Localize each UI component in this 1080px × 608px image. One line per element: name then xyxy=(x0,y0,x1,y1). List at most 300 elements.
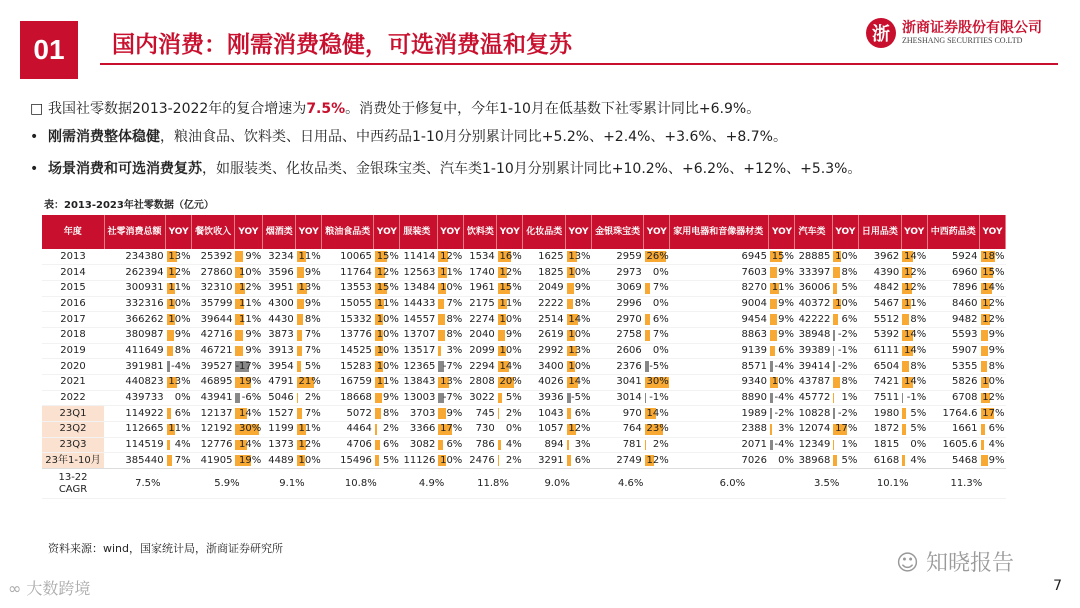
yoy-bar xyxy=(645,314,650,325)
yoy-bar xyxy=(235,330,242,341)
yoy-cell xyxy=(296,422,322,438)
value-cell: 8571 xyxy=(741,360,767,372)
yoy-cell xyxy=(497,343,523,359)
year-cell: 2019 xyxy=(60,344,86,356)
yoy-bar xyxy=(770,424,772,435)
yoy-value: 13% xyxy=(568,250,591,262)
yoy-cell xyxy=(166,280,192,296)
yoy-cell xyxy=(166,343,192,359)
table-row xyxy=(42,406,1006,422)
value-cell: 1740 xyxy=(469,266,495,278)
value-cell: 1605.6 xyxy=(942,439,978,451)
yoy-cell xyxy=(234,249,262,265)
column-header: 家用电器和音像器材类 xyxy=(670,215,769,249)
yoy-value: 19% xyxy=(239,376,262,388)
yoy-bar xyxy=(981,440,984,451)
value-cell: 3703 xyxy=(409,407,436,419)
year-cell: 23Q1 xyxy=(42,406,104,422)
yoy-value: 5% xyxy=(841,454,858,466)
yoy-cell xyxy=(437,422,463,438)
yoy-cell xyxy=(234,359,262,375)
yoy-cell xyxy=(644,343,670,359)
value-cell: 28885 xyxy=(798,250,831,262)
yoy-cell xyxy=(234,406,262,422)
yoy-cell xyxy=(437,343,463,359)
year-cell: 2016 xyxy=(60,297,86,309)
value-cell: 12349 xyxy=(798,439,831,451)
yoy-cell xyxy=(769,265,795,281)
yoy-bar xyxy=(833,408,835,419)
yoy-cell xyxy=(497,312,523,328)
yoy-cell xyxy=(374,280,400,296)
yoy-bar xyxy=(297,393,299,404)
yoy-cell xyxy=(296,406,322,422)
value-cell: 14433 xyxy=(403,297,436,309)
yoy-value: 6% xyxy=(841,313,858,325)
value-cell: 14525 xyxy=(340,344,372,356)
value-cell: 16759 xyxy=(340,376,372,388)
yoy-value: 14% xyxy=(903,376,927,388)
yoy-cell xyxy=(296,359,322,375)
yoy-cell xyxy=(437,249,463,265)
yoy-value: 9% xyxy=(778,329,794,341)
yoy-value: -2% xyxy=(837,360,858,372)
value-cell: 15055 xyxy=(340,297,372,309)
value-cell: 764 xyxy=(622,423,642,435)
yoy-cell xyxy=(566,359,592,375)
yoy-cell xyxy=(901,390,927,406)
value-cell: 39389 xyxy=(798,344,831,356)
value-cell: 2294 xyxy=(469,360,495,372)
value-cell: 12192 xyxy=(200,423,233,435)
yoy-value: 14% xyxy=(568,313,591,325)
value-cell: 7421 xyxy=(873,376,900,388)
value-cell: 1764.6 xyxy=(942,407,978,419)
yoy-value: 14% xyxy=(239,439,262,451)
yoy-value: 11% xyxy=(499,297,522,309)
value-cell: 4300 xyxy=(268,297,294,309)
yoy-value: 10% xyxy=(168,313,191,325)
yoy-value: 7% xyxy=(446,297,463,309)
section-number: 01 xyxy=(20,21,78,79)
yoy-value: 12% xyxy=(440,250,463,262)
title-divider xyxy=(100,63,1058,65)
bullet-1 xyxy=(30,98,760,118)
value-cell: 45772 xyxy=(798,392,831,404)
value-cell: 1961 xyxy=(469,282,495,294)
yoy-bar xyxy=(297,346,303,357)
value-cell: 3082 xyxy=(409,439,436,451)
yoy-cell xyxy=(166,327,192,343)
column-header: 饮料类 xyxy=(463,215,496,249)
value-cell: 3962 xyxy=(873,250,900,262)
cagr-cell: 10.1% xyxy=(858,469,927,499)
yoy-cell xyxy=(374,390,400,406)
year-cell: 2017 xyxy=(60,313,86,325)
yoy-cell xyxy=(832,406,858,422)
value-cell: 12365 xyxy=(403,360,436,372)
value-cell: 1057 xyxy=(538,423,564,435)
yoy-value: 23% xyxy=(646,423,669,435)
yoy-value: -4% xyxy=(171,360,191,372)
bullet-marker: • xyxy=(30,161,39,177)
yoy-cell xyxy=(234,280,262,296)
yoy-cell xyxy=(374,359,400,375)
value-cell: 5468 xyxy=(952,454,978,466)
value-cell: 2514 xyxy=(538,313,564,325)
column-header: 烟酒类 xyxy=(262,215,295,249)
yoy-cell xyxy=(566,265,592,281)
page-number: 7 xyxy=(1053,578,1062,594)
yoy-bar xyxy=(235,251,242,262)
yoy-cell xyxy=(769,422,795,438)
value-cell: 46895 xyxy=(200,376,233,388)
yoy-cell xyxy=(832,327,858,343)
yoy-cell xyxy=(980,312,1006,328)
column-header: 中西药品类 xyxy=(927,215,979,249)
value-cell: 42222 xyxy=(798,313,831,325)
table-row xyxy=(42,296,1006,312)
yoy-cell xyxy=(497,453,523,469)
value-cell: 46721 xyxy=(200,344,233,356)
cagr-cell: 11.3% xyxy=(927,469,1005,499)
yoy-value: 5% xyxy=(841,282,858,294)
yoy-cell xyxy=(769,296,795,312)
yoy-value: 14% xyxy=(903,344,927,356)
yoy-value: 8% xyxy=(174,344,191,356)
yoy-cell xyxy=(980,280,1006,296)
yoy-value: 6% xyxy=(574,454,591,466)
yoy-cell xyxy=(296,327,322,343)
value-cell: 27860 xyxy=(200,266,233,278)
value-cell: 3873 xyxy=(268,329,294,341)
yoy-bar xyxy=(981,361,987,372)
yoy-cell xyxy=(566,375,592,391)
value-cell: 32310 xyxy=(200,282,233,294)
yoy-cell xyxy=(374,375,400,391)
yoy-value: 10% xyxy=(440,282,463,294)
table-row xyxy=(42,390,1006,406)
yoy-value: 9% xyxy=(304,266,321,278)
cagr-cell: 4.9% xyxy=(400,469,463,499)
value-cell: 15283 xyxy=(340,360,372,372)
value-cell: 114922 xyxy=(125,407,164,419)
value-cell: 8890 xyxy=(741,392,767,404)
yoy-cell xyxy=(497,406,523,422)
value-cell: 745 xyxy=(475,407,495,419)
yoy-bar xyxy=(833,330,835,341)
yoy-cell xyxy=(644,375,670,391)
value-cell: 3041 xyxy=(616,376,642,388)
yoy-bar xyxy=(902,314,908,325)
yoy-bar xyxy=(567,393,571,404)
yoy-value: 8% xyxy=(304,313,321,325)
yoy-value: -7% xyxy=(442,392,463,404)
yoy-cell xyxy=(374,327,400,343)
value-cell: 6708 xyxy=(952,392,978,404)
yoy-cell xyxy=(769,280,795,296)
yoy-bar xyxy=(567,455,572,466)
yoy-cell xyxy=(980,390,1006,406)
yoy-cell xyxy=(769,390,795,406)
value-cell: 2749 xyxy=(616,454,642,466)
yoy-value: 5% xyxy=(910,423,927,435)
yoy-cell xyxy=(497,296,523,312)
yoy-cell xyxy=(769,327,795,343)
table-row xyxy=(42,265,1006,281)
yoy-value: 9% xyxy=(245,250,262,262)
yoy-cell xyxy=(497,375,523,391)
yoy-bar xyxy=(375,408,381,419)
yoy-value: 9% xyxy=(304,297,321,309)
yoy-value: 14% xyxy=(982,282,1005,294)
yoy-cell xyxy=(769,312,795,328)
yoy-cell xyxy=(166,265,192,281)
logo-name-cn: 浙商证券股份有限公司 xyxy=(902,20,1042,36)
yoy-cell xyxy=(296,390,322,406)
yoy-cell xyxy=(497,437,523,453)
yoy-bar xyxy=(645,393,646,404)
yoy-cell xyxy=(901,312,927,328)
yoy-cell xyxy=(980,265,1006,281)
yoy-cell xyxy=(769,437,795,453)
yoy-value: -6% xyxy=(241,392,262,404)
yoy-value: 8% xyxy=(574,297,591,309)
yoy-value: 5% xyxy=(383,454,399,466)
value-cell: 2606 xyxy=(616,344,642,356)
yoy-value: 30% xyxy=(646,376,669,388)
yoy-value: 17% xyxy=(982,407,1005,419)
value-cell: 15332 xyxy=(340,313,372,325)
yoy-value: 10% xyxy=(168,297,191,309)
column-header: YOY xyxy=(980,215,1006,249)
bullet-highlight: 7.5% xyxy=(306,101,346,117)
table-row xyxy=(42,422,1006,438)
yoy-cell xyxy=(566,422,592,438)
value-cell: 13776 xyxy=(340,329,372,341)
value-cell: 8863 xyxy=(741,329,767,341)
value-cell: 2175 xyxy=(469,297,495,309)
yoy-value: 2% xyxy=(652,439,669,451)
year-cell: 2021 xyxy=(60,376,86,388)
yoy-cell xyxy=(234,375,262,391)
yoy-cell xyxy=(644,390,670,406)
yoy-cell xyxy=(374,249,400,265)
yoy-bar xyxy=(770,267,777,278)
yoy-bar xyxy=(902,424,906,435)
yoy-value: 0% xyxy=(652,297,669,309)
yoy-value: 7% xyxy=(174,454,191,466)
value-cell: 1989 xyxy=(741,407,767,419)
table-row xyxy=(42,437,1006,453)
yoy-value: -17% xyxy=(235,360,262,372)
yoy-cell xyxy=(166,375,192,391)
yoy-cell xyxy=(566,280,592,296)
yoy-cell xyxy=(296,265,322,281)
value-cell: 391981 xyxy=(125,360,164,372)
value-cell: 12563 xyxy=(403,266,436,278)
yoy-cell xyxy=(296,375,322,391)
value-cell: 8270 xyxy=(741,282,767,294)
yoy-bar xyxy=(770,346,775,357)
yoy-value: 14% xyxy=(568,376,591,388)
yoy-cell xyxy=(769,359,795,375)
value-cell: 13553 xyxy=(340,282,372,294)
yoy-value: 10% xyxy=(568,329,591,341)
bullet-text: ，粮油食品、饮料类、日用品、中西药品1-10月分别累计同比+5.2%、+2.4%、+3.6%、+8.7%。 xyxy=(160,129,787,145)
yoy-value: 7% xyxy=(304,344,321,356)
value-cell: 2619 xyxy=(538,329,564,341)
table-caption: 表：2013-2023年社零数据（亿元） xyxy=(44,200,214,211)
value-cell: 9139 xyxy=(741,344,767,356)
table-row xyxy=(42,359,1006,375)
yoy-cell xyxy=(980,406,1006,422)
yoy-value: 0% xyxy=(910,439,927,451)
yoy-cell xyxy=(644,280,670,296)
page-title: 国内消费：刚需消费稳健，可选消费温和复苏 xyxy=(112,32,572,58)
value-cell: 7896 xyxy=(952,282,978,294)
value-cell: 13517 xyxy=(403,344,436,356)
value-cell: 3936 xyxy=(538,392,564,404)
yoy-value: 1% xyxy=(841,439,858,451)
yoy-cell xyxy=(832,265,858,281)
yoy-value: 15% xyxy=(499,282,522,294)
column-header: 金银珠宝类 xyxy=(592,215,644,249)
bullet-text: 我国社零数据2013-2022年的复合增速为 xyxy=(48,101,307,117)
yoy-value: 0% xyxy=(778,454,794,466)
column-header: YOY xyxy=(166,215,192,249)
yoy-cell xyxy=(437,390,463,406)
yoy-value: 9% xyxy=(778,297,794,309)
yoy-cell xyxy=(234,343,262,359)
column-header: YOY xyxy=(234,215,262,249)
yoy-bar xyxy=(438,346,440,357)
value-cell: 9454 xyxy=(741,313,767,325)
yoy-bar xyxy=(438,440,443,451)
yoy-value: 12% xyxy=(568,423,591,435)
yoy-value: 2% xyxy=(383,423,399,435)
yoy-value: 10% xyxy=(376,329,399,341)
yoy-value: 12% xyxy=(298,439,321,451)
yoy-cell xyxy=(497,422,523,438)
year-cell: 2022 xyxy=(60,392,86,404)
value-cell: 41905 xyxy=(200,454,233,466)
yoy-bar xyxy=(770,440,773,451)
column-header: 服装类 xyxy=(400,215,437,249)
year-cell: 23年1-10月 xyxy=(42,453,104,469)
value-cell: 2996 xyxy=(616,297,642,309)
value-cell: 33397 xyxy=(798,266,831,278)
yoy-cell xyxy=(497,280,523,296)
yoy-value: 11% xyxy=(376,376,399,388)
yoy-cell xyxy=(980,437,1006,453)
yoy-cell xyxy=(166,359,192,375)
value-cell: 730 xyxy=(475,423,495,435)
yoy-value: 9% xyxy=(174,329,191,341)
value-cell: 3022 xyxy=(469,392,495,404)
yoy-bar xyxy=(297,361,301,372)
value-cell: 6960 xyxy=(952,266,978,278)
yoy-bar xyxy=(235,346,242,357)
table-row xyxy=(42,249,1006,265)
value-cell: 2049 xyxy=(538,282,564,294)
yoy-value: -7% xyxy=(442,360,463,372)
yoy-cell xyxy=(166,406,192,422)
value-cell: 38948 xyxy=(798,329,831,341)
value-cell: 5355 xyxy=(952,360,978,372)
value-cell: 12776 xyxy=(200,439,233,451)
yoy-value: 11% xyxy=(168,423,191,435)
yoy-cell xyxy=(166,437,192,453)
yoy-value: 0% xyxy=(505,423,522,435)
value-cell: 39414 xyxy=(798,360,831,372)
yoy-value: -4% xyxy=(774,360,794,372)
yoy-bar xyxy=(902,393,903,404)
yoy-cell xyxy=(901,406,927,422)
yoy-bar xyxy=(167,361,170,372)
yoy-bar xyxy=(438,330,444,341)
yoy-value: 12% xyxy=(903,282,927,294)
yoy-value: 11% xyxy=(239,297,262,309)
yoy-bar xyxy=(167,440,170,451)
year-cell: 2018 xyxy=(60,329,86,341)
yoy-cell xyxy=(644,422,670,438)
bullet-text: ，如服装类、化妆品类、金银珠宝类、汽车类1-10月分别累计同比+10.2%、+6.2%、+12%、+5.3%。 xyxy=(202,161,862,177)
value-cell: 11764 xyxy=(340,266,372,278)
value-cell: 1043 xyxy=(538,407,564,419)
yoy-cell xyxy=(980,296,1006,312)
yoy-cell xyxy=(166,249,192,265)
yoy-value: 9% xyxy=(988,344,1005,356)
yoy-value: 12% xyxy=(239,282,262,294)
yoy-bar xyxy=(645,283,651,294)
yoy-cell xyxy=(497,390,523,406)
yoy-bar xyxy=(981,330,988,341)
yoy-bar xyxy=(375,440,380,451)
column-header: YOY xyxy=(644,215,670,249)
value-cell: 43941 xyxy=(200,392,233,404)
value-cell: 6111 xyxy=(873,344,900,356)
bullet-bold: 刚需消费整体稳健 xyxy=(48,129,160,145)
yoy-value: 7% xyxy=(304,407,321,419)
value-cell: 3014 xyxy=(616,392,642,404)
yoy-cell xyxy=(901,327,927,343)
yoy-value: 11% xyxy=(440,266,463,278)
yoy-value: 10% xyxy=(568,360,591,372)
table-row xyxy=(42,343,1006,359)
yoy-bar xyxy=(498,330,505,341)
yoy-bar xyxy=(438,299,444,310)
yoy-bar xyxy=(770,393,773,404)
company-logo xyxy=(866,14,1056,54)
yoy-cell xyxy=(980,327,1006,343)
yoy-value: 14% xyxy=(646,407,669,419)
yoy-bar xyxy=(567,283,574,294)
yoy-value: 10% xyxy=(376,360,399,372)
yoy-bar xyxy=(902,408,906,419)
value-cell: 38968 xyxy=(798,454,831,466)
value-cell: 4026 xyxy=(538,376,564,388)
yoy-value: 9% xyxy=(245,344,262,356)
value-cell: 3366 xyxy=(409,423,436,435)
yoy-value: 14% xyxy=(903,250,927,262)
yoy-value: 2% xyxy=(505,407,522,419)
yoy-value: 19% xyxy=(239,454,262,466)
value-cell: 5072 xyxy=(346,407,372,419)
yoy-cell xyxy=(832,453,858,469)
yoy-bar xyxy=(833,377,839,388)
value-cell: 1872 xyxy=(873,423,900,435)
